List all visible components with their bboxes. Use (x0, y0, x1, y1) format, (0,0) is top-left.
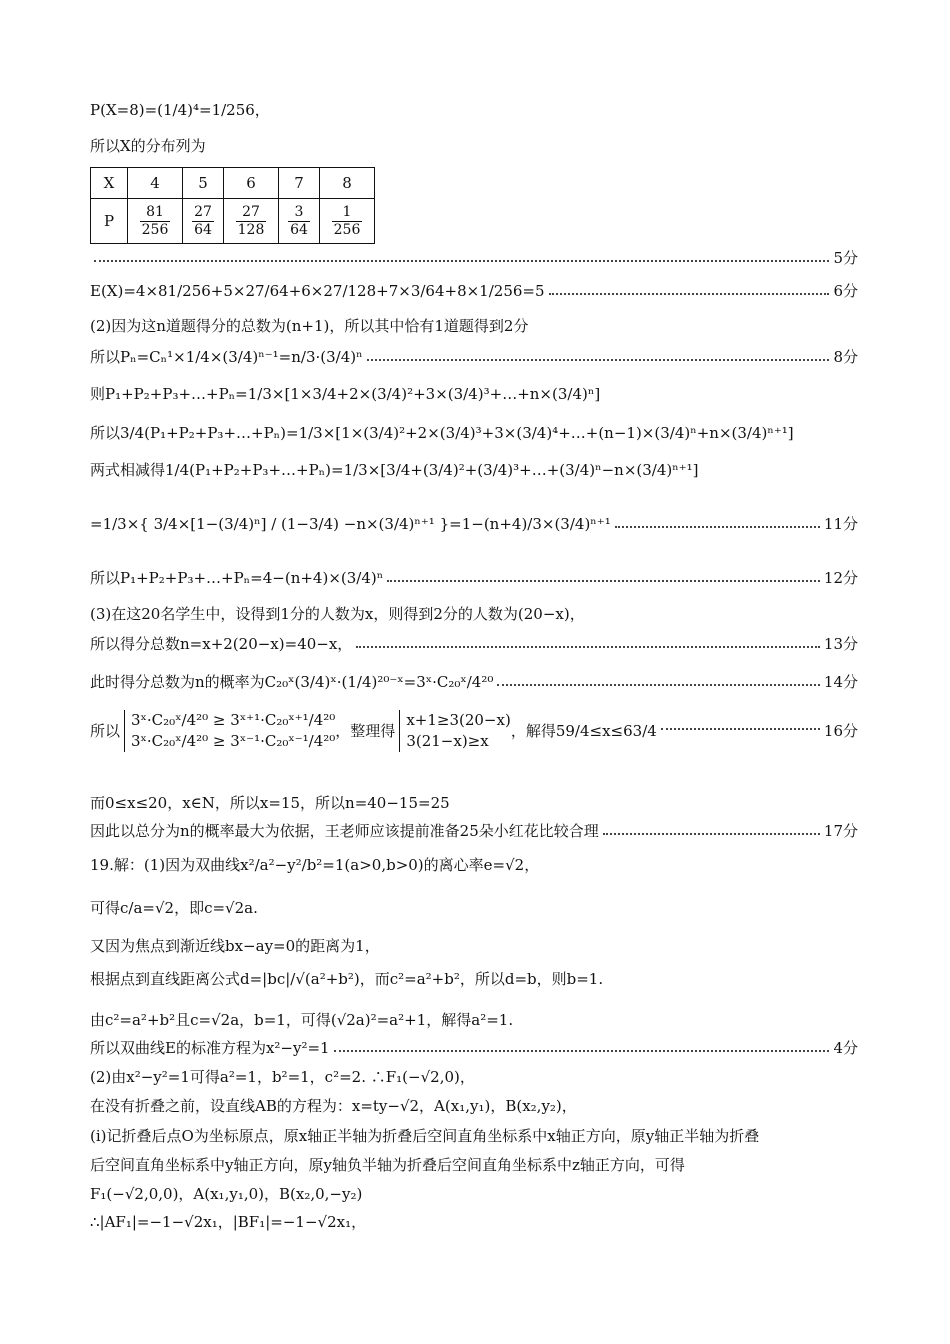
table-cell: $\frac{27}{64}$ (183, 199, 224, 244)
line-part2-focus: (2)由x²−y²=1可得a²=1，b²=1，c²=2. ∴F₁(−√2,0)， (90, 1068, 475, 1086)
table-row-label: P (91, 199, 128, 244)
line-standard-equation: 所以双曲线E的标准方程为x²−y²=1 4分 (90, 1039, 858, 1057)
table-header-cell: 6 (224, 168, 279, 199)
line-px8: P(X=8)=(1/4)⁴=1/256， (90, 101, 270, 119)
line-distance-formula: 根据点到直线距离公式d=|bc|/√(a²+b²)，而c²=a²+b²，所以d=b，则b=1. (90, 970, 604, 988)
line-c-over-a: 可得c/a=√2，即c=√2a. (90, 899, 258, 917)
line-pn: 所以Pₙ=Cₙ¹×1/4×(3/4)ⁿ⁻¹=n/3·(3/4)ⁿ 8分 (90, 348, 858, 366)
table-cell: $\frac{1}{256}$ (320, 199, 375, 244)
table-cell: $\frac{81}{256}$ (128, 199, 183, 244)
line-conclusion: 因此以总分为n的概率最大为依据，王老师应该提前准备25朵小红花比较合理 17分 (90, 822, 858, 840)
line-subtract: 两式相减得1/4(P₁+P₂+P₃+…+Pₙ)=1/3×[3/4+(3/4)²+(3/4)³+…+(3/4)ⁿ−n×(3/4)ⁿ⁺¹] (90, 461, 699, 479)
line-sum-shifted: 所以3/4(P₁+P₂+P₃+…+Pₙ)=1/3×[1×(3/4)²+2×(3/4)³+3×(3/4)⁴+…+(n−1)×(3/4)ⁿ+n×(3/4)ⁿ⁺¹] (90, 424, 794, 442)
distribution-table (90, 167, 375, 244)
line-sum-pn: 则P₁+P₂+P₃+…+Pₙ=1/3×[1×3/4+2×(3/4)²+3×(3/4)³+…+n×(3/4)ⁿ] (90, 385, 601, 403)
line-probability: 此时得分总数为n的概率为C₂₀ˣ(3/4)ˣ·(1/4)²⁰⁻ˣ=3ˣ·C₂₀ˣ/4²⁰ 14分 (90, 673, 858, 691)
line-part3-intro: (3)在这20名学生中，设得到1分的人数为x，则得到2分的人数为(20−x)， (90, 605, 585, 623)
line-focal-radii: ∴|AF₁|=−1−√2x₁，|BF₁|=−1−√2x₁， (90, 1213, 367, 1231)
table-header-cell: 4 (128, 168, 183, 199)
line-geometric-sum: =1/3×{ 3/4×[1−(3/4)ⁿ] / (1−3/4) −n×(3/4)ⁿ⁺¹ }=1−(n+4)/3×(3/4)ⁿ⁺¹ 11分 (90, 515, 858, 533)
line-line-ab: 在没有折叠之前，设直线AB的方程为：x=ty−√2，A(x₁,y₁)，B(x₂,y₂)， (90, 1097, 577, 1115)
table-header-cell: 8 (320, 168, 375, 199)
score-line-5: 5分 (90, 250, 858, 267)
table-cell: $\frac{27}{128}$ (224, 199, 279, 244)
line-fold-desc-2: 后空间直角坐标系中y轴正方向，原y轴负半轴为折叠后空间直角坐标系中z轴正方向，可得 (90, 1156, 685, 1174)
system-brace: x+1≥3(20−x) 3(21−x)≥x (399, 710, 511, 752)
line-sum-result: 所以P₁+P₂+P₃+…+Pₙ=4−(n+4)×(3/4)ⁿ 12分 (90, 569, 858, 587)
line-expectation: E(X)=4×81/256+5×27/64+6×27/128+7×3/64+8×1/256=5 6分 (90, 282, 858, 300)
line-total-score: 所以得分总数n=x+2(20−x)=40−x， 13分 (90, 635, 858, 653)
line-x-value: 而0≤x≤20，x∈N，所以x=15，所以n=40−15=25 (90, 794, 450, 812)
table-header-cell: X (91, 168, 128, 199)
table-row (91, 168, 375, 199)
system-brace: 3ˣ·C₂₀ˣ/4²⁰ ≥ 3ˣ⁺¹·C₂₀ˣ⁺¹/4²⁰ 3ˣ·C₂₀ˣ/4²⁰ ≥ 3ˣ⁻¹·C₂₀ˣ⁻¹/4²⁰ (124, 710, 335, 752)
line-inequality-system: 所以 3ˣ·C₂₀ˣ/4²⁰ ≥ 3ˣ⁺¹·C₂₀ˣ⁺¹/4²⁰ 3ˣ·C₂₀ˣ/4²⁰ ≥ 3ˣ⁻¹·C₂₀ˣ⁻¹/4²⁰ ，整理得 x+1≥3(20−x) 3(21−x)≥x ，解得59/4≤x≤63/4 16分 (90, 711, 858, 750)
line-focus-distance: 又因为焦点到渐近线bx−ay=0的距离为1， (90, 937, 380, 955)
line-coordinates: F₁(−√2,0,0)，A(x₁,y₁,0)，B(x₂,0,−y₂) (90, 1185, 363, 1203)
table-header-cell: 5 (183, 168, 224, 199)
line-solve-a: 由c²=a²+b²且c=√2a，b=1，可得(√2a)²=a²+1，解得a²=1. (90, 1011, 514, 1029)
line-fold-desc-1: (i)记折叠后点O为坐标原点，原x轴正半轴为折叠后空间直角坐标系中x轴正方向，原y轴正半轴为折叠 (90, 1127, 760, 1145)
line-q19-intro: 19.解：(1)因为双曲线x²/a²−y²/b²=1(a>0,b>0)的离心率e=√2， (90, 856, 540, 874)
line-part2-intro: (2)因为这n道题得分的总数为(n+1)，所以其中恰有1道题得到2分 (90, 317, 529, 335)
table-row (91, 199, 375, 244)
table-cell: $\frac{3}{64}$ (279, 199, 320, 244)
table-header-cell: 7 (279, 168, 320, 199)
line-distribution-intro: 所以X的分布列为 (90, 137, 206, 155)
